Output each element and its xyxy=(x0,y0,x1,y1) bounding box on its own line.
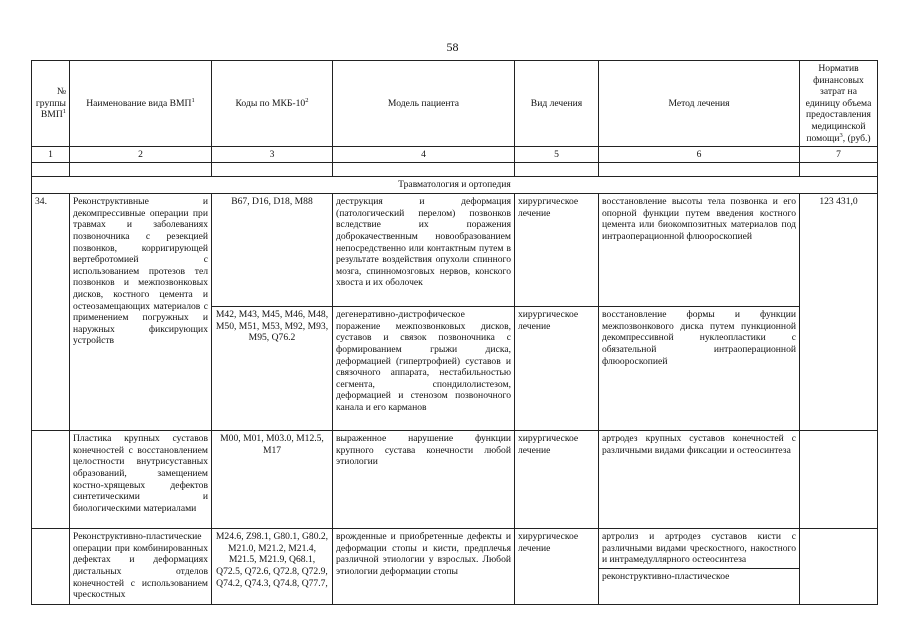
patient-model: выраженное нарушение функции крупного сустава конечности любой этиологии xyxy=(333,431,515,529)
column-number: 7 xyxy=(800,147,878,163)
table-row xyxy=(32,431,878,529)
treatment-type: хирургическое лечение xyxy=(515,307,599,431)
mkb-codes: B67, D16, D18, M88 xyxy=(212,194,333,307)
vmp-name: Реконструктивные и декомпрессивные операции при травмах и заболеваниях позвоночника с резекцией позвонков, корригирующей вертебротомией с использованием протезов тел позвонков и межпозвонковых дисков, костного цемента и остеозамещающих материалов с применением погружных и наружных фиксирующих устройств xyxy=(70,194,212,431)
header-row xyxy=(32,61,878,147)
treatment-method: восстановление формы и функции межпозвонкового диска путем пункционной декомпрессивной нуклеопластики с обязательной интраоперационной флюороскопией xyxy=(599,307,800,431)
header-patient-model: Модель пациента xyxy=(333,61,515,147)
table-row xyxy=(32,194,878,307)
column-number: 3 xyxy=(212,147,333,163)
cost-norm: 123 431,0 xyxy=(800,194,878,431)
treatment-type: хирургическое лечение xyxy=(515,431,599,529)
column-number: 6 xyxy=(599,147,800,163)
header-treatment-type: Вид лечения xyxy=(515,61,599,147)
column-number: 4 xyxy=(333,147,515,163)
mkb-codes: M42, M43, M45, M46, M48, M50, M51, M53, M92, M93, M95, Q76.2 xyxy=(212,307,333,431)
section-title: Травматология и ортопедия xyxy=(32,177,878,194)
patient-model: деструкция и деформация (патологический перелом) позвонков вследствие их поражения доброкачественным новообразованием непосредственно или контактным путем в результате воздействия опухоли спинного мозга, спинномозговых нервов, конского хвоста и их оболочек xyxy=(333,194,515,307)
section-row xyxy=(32,177,878,194)
column-number: 5 xyxy=(515,147,599,163)
header-cost-norm: Норматив финансовых затрат на единицу объема предоставления медицинской помощи$^3$, (руб.) xyxy=(800,61,878,147)
header-vmp-name: Наименование вида ВМП$^1$ xyxy=(70,61,212,147)
cost-norm xyxy=(800,431,878,529)
mkb-codes: M24.6, Z98.1, G80.1, G80.2, M21.0, M21.2, M21.4, M21.5, M21.9, Q68.1, Q72.5, Q72.6, Q72.8, Q72.9, Q74.2, Q74.3, Q74.8, Q77.7, xyxy=(212,529,333,605)
treatment-type: хирургическое лечение xyxy=(515,194,599,307)
header-treatment-method: Метод лечения xyxy=(599,61,800,147)
vmp-table xyxy=(31,60,878,605)
treatment-method: восстановление высоты тела позвонка и его опорной функции путем введения костного цемента или биокомпозитных материалов под интраоперационной флюороскопией xyxy=(599,194,800,307)
header-group-no: № группы ВМП$^1$ xyxy=(32,61,70,147)
cost-norm xyxy=(800,529,878,605)
vmp-name: Реконструктивно-пластические операции при комбинированных дефектах и деформациях дистальных отделов конечностей с использованием чрескостных xyxy=(70,529,212,605)
mkb-codes: M00, M01, M03.0, M12.5, M17 xyxy=(212,431,333,529)
treatment-method: артродез крупных суставов конечностей с различными видами фиксации и остеосинтеза xyxy=(599,431,800,529)
column-number-row xyxy=(32,147,878,163)
page-number: 58 xyxy=(446,40,459,54)
vmp-name: Пластика крупных суставов конечностей с восстановлением целостности внутрисуставных образований, замещением костно-хрящевых дефектов синтетическими и биологическими материалами xyxy=(70,431,212,529)
group-number xyxy=(32,529,70,605)
table-row xyxy=(32,529,878,605)
blank-row xyxy=(32,163,878,177)
header-mkb-codes: Коды по МКБ-$10^2$ xyxy=(212,61,333,147)
group-number: 34. xyxy=(32,194,70,431)
treatment-method-main: артролиз и артродез суставов кисти с различными видами чрескостного, накостного и интрамедуллярного остеосинтеза xyxy=(599,529,799,569)
column-number: 2 xyxy=(70,147,212,163)
group-number xyxy=(32,431,70,529)
patient-model: дегенеративно-дистрофическое поражение межпозвонковых дисков, суставов и связок позвоночника с формированием грыжи диска, деформацией (гипертрофией) суставов и связочного аппарата, нестабильностью сегмента, спондилолистезом, деформацией и стенозом позвоночного канала и его карманов xyxy=(333,307,515,431)
treatment-type: хирургическое лечение xyxy=(515,529,599,605)
column-number: 1 xyxy=(32,147,70,163)
treatment-method-next: реконструктивно-пластическое xyxy=(602,570,730,582)
patient-model: врожденные и приобретенные дефекты и деформации стопы и кисти, предплечья различной этиологии у взрослых. Любой этиологии деформации стопы xyxy=(333,529,515,605)
treatment-method xyxy=(599,529,800,605)
